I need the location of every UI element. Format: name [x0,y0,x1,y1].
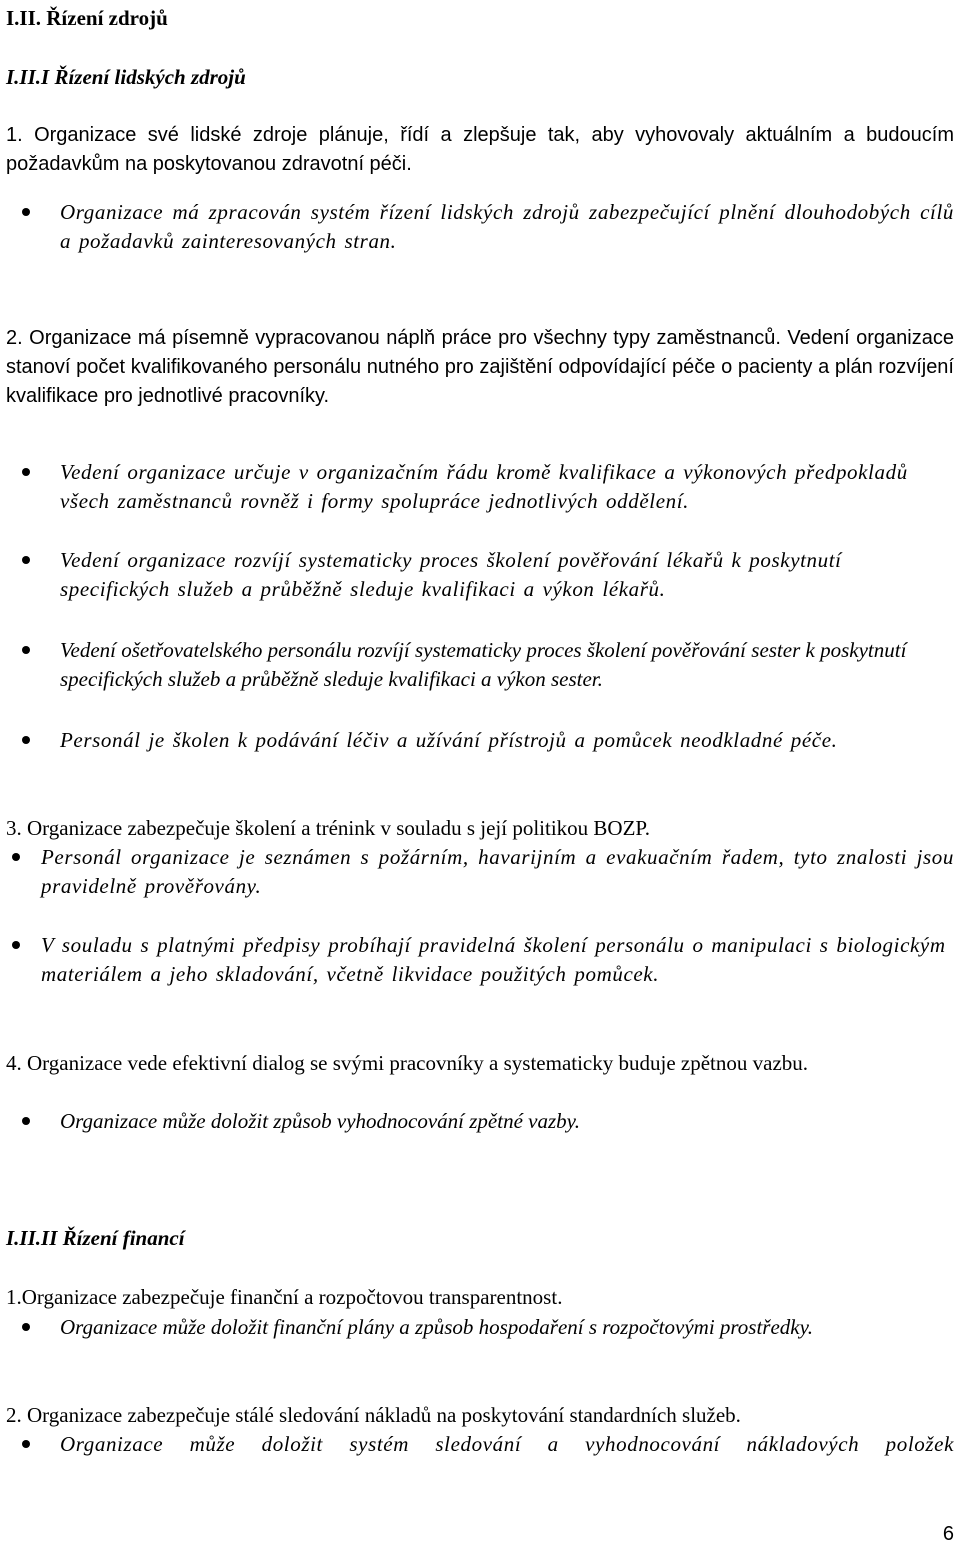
bullet-text: Organizace může doložit způsob vyhodnocování zpětné vazby. [60,1109,581,1133]
bullet-text: Organizace může doložit systém sledování a vyhodnocování nákladových položek [60,1432,954,1456]
bullet-icon [12,853,20,861]
bullet-icon [22,736,30,744]
bullet-icon [22,1440,30,1448]
bullet-text: Vedení organizace rozvíjí systematicky proces školení pověřování lékařů k poskytnutí specifických služeb a průběžně sleduje kvalifikaci a výkon lékařů. [60,548,842,601]
bullet-icon [22,646,30,654]
paragraph-hr-4: 4. Organizace vede efektivní dialog se svými pracovníky a systematicky buduje zpětnou vazbu. [6,1051,809,1075]
bullet-text: Personál organizace je seznámen s požárním, havarijním a evakuačním řadem, tyto znalosti jsou pravidelně prověřovány. [41,845,954,898]
bullet-text: V souladu s platnými předpisy probíhají pravidelná školení personálu o manipulaci s biologickým materiálem a jeho skladování, včetně likvidace použitých pomůcek. [41,933,946,986]
paragraph-hr-1: 1. Organizace své lidské zdroje plánuje, řídí a zlepšuje tak, aby vyhovovaly aktuálním a budoucím požadavkům na poskytovanou zdravotní péči. [6,124,954,175]
bullet-icon [22,1117,30,1125]
bullet-icon [22,208,30,216]
subsection-heading-finance: I.II.II Řízení financí [6,1226,185,1250]
paragraph-fin-2: 2. Organizace zabezpečuje stálé sledování nákladů na poskytování standardních služeb. [6,1403,741,1427]
paragraph-fin-1: 1.Organizace zabezpečuje finanční a rozpočtovou transparentnost. [6,1285,563,1309]
bullet-text: Vedení ošetřovatelského personálu rozvíjí systematicky proces školení pověřování sester k poskytnutí specifických služeb a průběžně sleduje kvalifikaci a výkon sester. [60,638,907,691]
bullet-icon [22,468,30,476]
bullet-icon [22,556,30,564]
bullet-text: Personál je školen k podávání léčiv a užívání přístrojů a pomůcek neodkladné péče. [60,728,838,752]
bullet-text: Organizace může doložit finanční plány a způsob hospodaření s rozpočtovými prostředky. [60,1315,814,1339]
bullet-icon [12,941,20,949]
bullet-text: Organizace má zpracován systém řízení lidských zdrojů zabezpečující plnění dlouhodobých cílů a požadavků zainteresovaných stran. [60,200,954,253]
section-heading-resources: I.II. Řízení zdrojů [6,6,168,30]
bullet-text: Vedení organizace určuje v organizačním řádu kromě kvalifikace a výkonových předpokladů všech zaměstnanců rovněž i formy spolupráce jednotlivých oddělení. [60,460,908,513]
page-number: 6 [942,1523,954,1545]
subsection-heading-human-resources: I.II.I Řízení lidských zdrojů [6,65,246,89]
paragraph-hr-2: 2. Organizace má písemně vypracovanou náplň práce pro všechny typy zaměstnanců. Vedení organizace stanoví počet kvalifikovaného personálu nutného pro zajištění odpovídající péče o pacienty a plán rozvíjení kvalifikace pro jednotlivé pracovníky. [6,327,954,407]
bullet-icon [22,1323,30,1331]
paragraph-hr-3: 3. Organizace zabezpečuje školení a trénink v souladu s její politikou BOZP. [6,816,651,840]
